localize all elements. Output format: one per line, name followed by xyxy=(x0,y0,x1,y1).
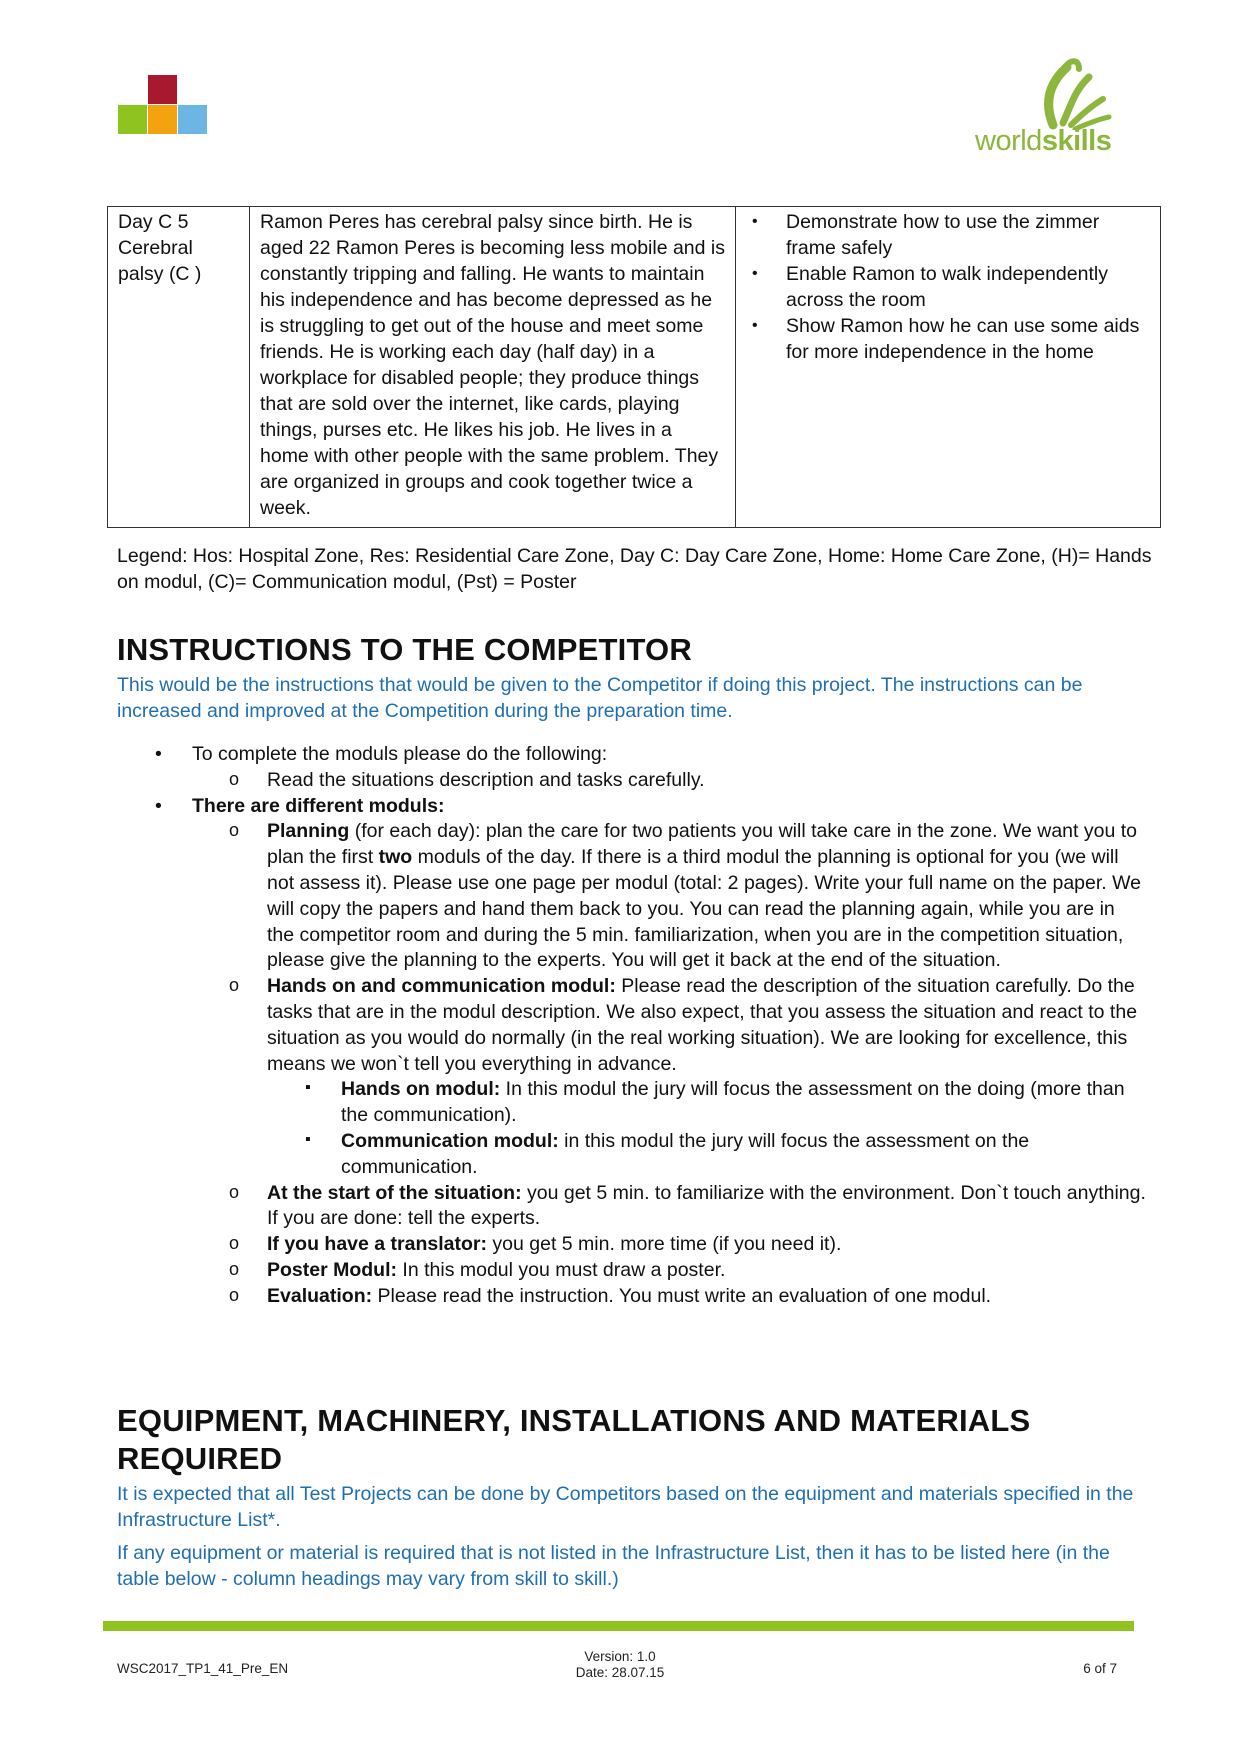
logo-square-red xyxy=(148,75,177,104)
table-row xyxy=(108,207,1161,528)
worldskills-wordmark: worldskills xyxy=(975,125,1112,157)
situation-code-line: Day C 5 xyxy=(118,211,189,233)
task-item: • Demonstrate how to use the zimmer frame safely xyxy=(786,209,1150,261)
organization-logo-squares xyxy=(118,75,208,135)
footer-date: Date: 28.07.15 xyxy=(575,1665,665,1680)
equipment-paragraph-2: If any equipment or material is required that is not listed in the Infrastructure List, then it has to be listed here (in the table below - column headings may vary from skill to skill.) xyxy=(117,1542,1110,1590)
task-item: • Enable Ramon to walk independently across the room xyxy=(786,261,1150,313)
worldskills-logo xyxy=(975,55,1135,160)
situation-table xyxy=(107,206,1161,528)
worldskills-hands-icon xyxy=(975,55,1135,130)
equipment-paragraph-1: It is expected that all Test Projects can be done by Competitors based on the equipment and materials specified in the Infrastructure List*. xyxy=(117,1483,1134,1531)
instructions-intro: This would be the instructions that would be given to the Competitor if doing this project. The instructions can be increased and improved at the Competition during the preparation time. xyxy=(117,674,1083,722)
situation-code-cell xyxy=(108,207,250,528)
footer-page-number: 6 of 7 xyxy=(1083,1661,1117,1676)
list-item-evaluation: o Evaluation: Please read the instruction. You must write an evaluation of one modul. xyxy=(117,1284,1147,1310)
list-item-hands-on: ▪ Hands on modul: In this modul the jury will focus the assessment on the doing (more than the communication). xyxy=(117,1077,1147,1129)
footer-divider xyxy=(103,1621,1134,1631)
situation-tasks-cell xyxy=(736,207,1161,528)
legend-text: Legend: Hos: Hospital Zone, Res: Residential Care Zone, Day C: Day Care Zone, Home: Home Care Zone, (H)= Hands on modul, (C)= Communication modul, (Pst) = Poster xyxy=(117,545,1152,593)
list-item: • There are different moduls: xyxy=(117,794,1147,820)
task-list xyxy=(746,209,1150,365)
task-item: • Show Ramon how he can use some aids for more independence in the home xyxy=(786,313,1150,365)
list-item-communication: ▪ Communication modul: in this modul the jury will focus the assessment on the communication. xyxy=(117,1129,1147,1181)
list-item-hands-on-communication: o Hands on and communication modul: Please read the description of the situation carefully. Do the tasks that are in the modul description. We also expect, that you assess the situation and react to the situation as you would do normally (in the real working situation). We are looking for excellence, this means we won`t tell you everything in advance. xyxy=(117,974,1147,1077)
footer-document-id: WSC2017_TP1_41_Pre_EN xyxy=(117,1661,289,1676)
list-item-start: o At the start of the situation: you get 5 min. to familiarize with the environment. Don`t touch anything. If you are done: tell the experts. xyxy=(117,1181,1147,1233)
instructions-list xyxy=(117,742,1147,1310)
logo-square-green xyxy=(118,105,147,134)
instructions-heading: INSTRUCTIONS TO THE COMPETITOR xyxy=(117,632,692,667)
situation-code-line: palsy (C ) xyxy=(118,263,202,285)
list-item: o Read the situations description and tasks carefully. xyxy=(117,768,1147,794)
footer-version-block xyxy=(520,1649,720,1681)
logo-square-orange xyxy=(148,105,177,134)
list-item-poster: o Poster Modul: In this modul you must draw a poster. xyxy=(117,1258,1147,1284)
equipment-heading: EQUIPMENT, MACHINERY, INSTALLATIONS AND MATERIALS REQUIRED xyxy=(117,1403,1031,1476)
footer-version: Version: 1.0 xyxy=(584,1649,656,1664)
logo-square-blue xyxy=(178,105,207,134)
list-item: • To complete the moduls please do the following: xyxy=(117,742,1147,768)
situation-description-cell: Ramon Peres has cerebral palsy since birth. He is aged 22 Ramon Peres is becoming less mobile and is constantly tripping and falling. He wants to maintain his independence and has become depressed as he is struggling to get out of the house and meet some friends. He is working each day (half day) in a workplace for disabled people; they produce things that are sold over the internet, like cards, playing things, purses etc. He likes his job. He lives in a home with other people with the same problem. They are organized in groups and cook together twice a week. xyxy=(250,207,736,528)
list-item-planning: o Planning (for each day): plan the care for two patients you will take care in the zone. We want you to plan the first two moduls of the day. If there is a third modul the planning is optional for you (we will not assess it). Please use one page per modul (total: 2 pages). Write your full name on the paper. We will copy the papers and hand them back to you. You can read the planning again, while you are in the competitor room and during the 5 min. familiarization, when you are in the competition situation, please give the planning to the experts. You will get it back at the end of the situation. xyxy=(117,819,1147,974)
list-item-translator: o If you have a translator: you get 5 min. more time (if you need it). xyxy=(117,1232,1147,1258)
situation-code-line: Cerebral xyxy=(118,237,193,259)
